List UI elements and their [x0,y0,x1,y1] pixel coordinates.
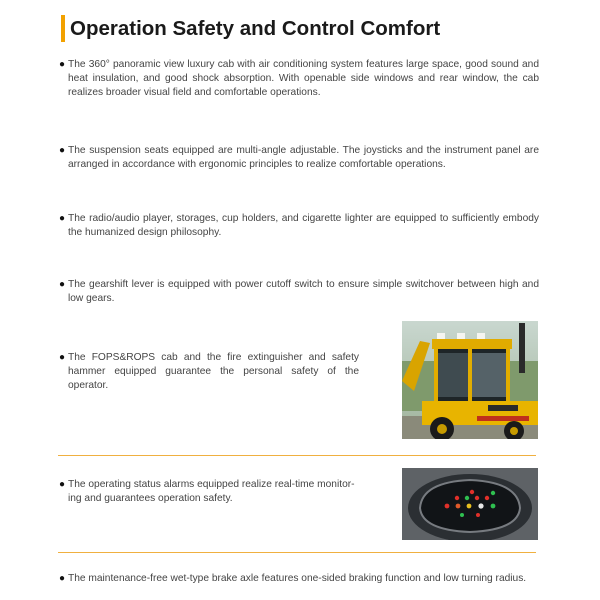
feature-text: The suspension seats equipped are multi-angle adjustable. The joysticks and the instrument panel are arranged in accordance with ergonomic principles to realize comfortable operations. [68,145,539,171]
bullet-dot-icon: ● [59,59,66,70]
feature-item-seats [59,144,539,172]
feature-text: The radio/audio player, storages, cup holders, and cigarette lighter are equipped to sufficiently embody the humanized design philosophy. [68,213,539,239]
bullet-dot-icon: ● [59,352,66,363]
feature-text: The gearshift lever is equipped with power cutoff switch to ensure simple switchover between high and low gears. [68,279,539,305]
bullet-dot-icon: ● [59,573,66,584]
title-accent-bar [61,15,65,42]
bullet-dot-icon: ● [59,213,66,224]
feature-item-alarms [59,478,359,506]
feature-text: The 360° panoramic view luxury cab with air conditioning system features large space, good sound and heat insulation, and good shock absorption. With openable side windows and rear window, the cab realizes broader visual field and comfortable operations. [68,59,539,99]
feature-item-gearshift [59,278,539,306]
feature-text: The FOPS&ROPS cab and the fire extinguisher and safety hammer equipped guarantee the personal safety of the operator. [68,352,359,392]
bullet-dot-icon: ● [59,479,66,490]
page-title: Operation Safety and Control Comfort [70,17,441,40]
bullet-dot-icon: ● [59,145,66,156]
feature-text: The operating status alarms equipped realize real-time monitor-ing and guarantees operation safety. [68,479,355,505]
feature-text: The maintenance-free wet-type brake axle features one-sided braking function and low turning radius. [68,573,527,584]
feature-item-cab [59,58,539,101]
backhoe-loader-photo [402,321,538,439]
section-divider [58,552,536,553]
bullet-dot-icon: ● [59,279,66,290]
feature-item-fops-rops [59,351,359,394]
instrument-panel-photo [402,468,538,540]
feature-item-amenities [59,212,539,240]
section-divider [58,455,536,456]
feature-item-brake-axle [59,572,539,586]
